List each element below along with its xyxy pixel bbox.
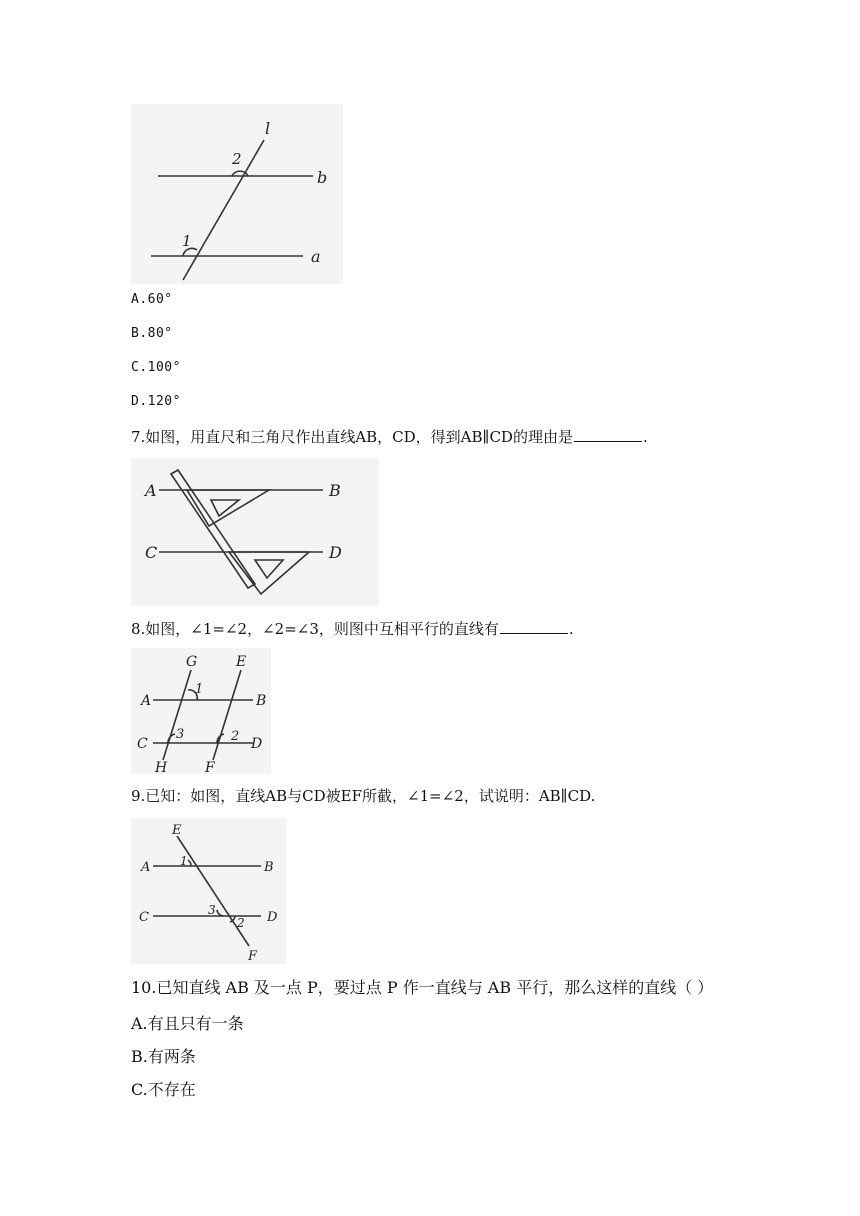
angle-1-arc [188,860,191,866]
label-c: C [137,736,148,752]
angle-3-arc [217,910,223,916]
label-angle-3: 3 [176,727,185,742]
q7-diagram [131,458,379,606]
label-e: E [172,823,182,838]
q10-option-b: B.有两条 [131,1047,196,1066]
label-a: A [141,860,151,875]
label-b: B [264,860,274,875]
q7-answer-blank [574,426,642,442]
q7-prefix: 7.如图，用直尺和三角尺作出直线AB，CD，得到AB∥CD的理由是 [131,428,573,446]
label-b: b [317,168,328,187]
q10-option-c: C.不存在 [131,1080,196,1099]
label-a: A [145,481,157,500]
label-angle-1: 1 [195,682,204,697]
label-b: B [256,693,267,709]
label-angle-2: 2 [231,729,240,744]
q8-suffix: . [568,620,574,638]
q6-option-c: C.100° [131,360,181,375]
label-angle-2: 2 [237,916,245,930]
q10-option-a: A.有且只有一条 [131,1014,244,1033]
label-f: F [205,760,215,774]
label-g: G [186,654,198,670]
q6-option-d: D.120° [131,394,181,409]
label-angle-2: 2 [232,150,242,168]
q6-option-b: B.80° [131,326,173,341]
label-f: F [248,949,258,964]
label-b: B [329,481,341,500]
label-e: E [236,654,247,670]
q9-diagram [131,818,286,964]
set-square-lower-hole [255,560,283,578]
q6-figure [131,104,343,284]
label-h: H [155,760,168,774]
label-c: C [145,543,158,562]
label-angle-1: 1 [180,854,188,868]
q8-answer-blank [500,618,568,634]
q8-prefix: 8.如图，∠1=∠2，∠2=∠3，则图中互相平行的直线有 [131,620,499,638]
label-a: a [311,247,321,266]
q10-stem: 10.已知直线 AB 及一点 P，要过点 P 作一直线与 AB 平行，那么这样的直线（ ） [131,978,714,997]
label-c: C [139,910,149,925]
line-ef [213,670,241,760]
label-d: D [251,736,263,752]
q8-figure [131,648,271,774]
q6-option-a: A.60° [131,292,173,307]
set-square-upper-hole [211,500,239,516]
q9-figure [131,818,286,964]
line-gh [163,670,191,760]
q8-diagram [131,648,271,774]
label-d: D [329,543,342,562]
q7-figure [131,458,379,606]
q8-stem [131,618,574,639]
set-square-lower [229,552,309,594]
label-a: A [141,693,152,709]
q7-stem [131,426,648,447]
line-l [183,140,264,280]
label-l: l [265,119,271,138]
q6-diagram [131,104,343,284]
label-angle-1: 1 [182,232,192,250]
label-angle-3: 3 [208,903,216,917]
q7-suffix: . [642,428,648,446]
q9-stem: 9.已知：如图，直线AB与CD被EF所截，∠1=∠2，试说明：AB∥CD. [131,787,596,805]
label-d: D [267,910,278,925]
